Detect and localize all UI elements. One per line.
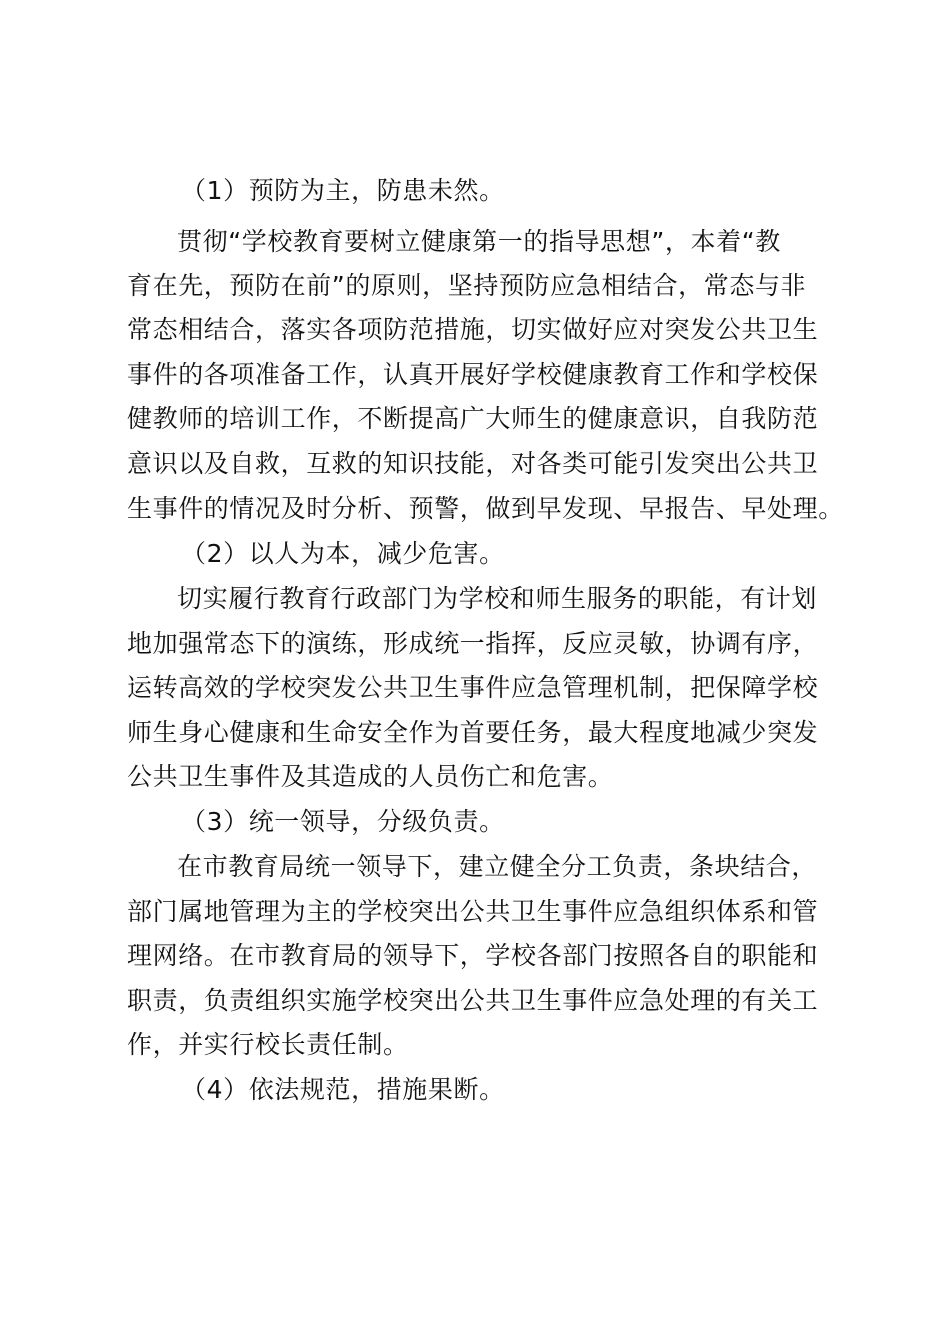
paragraph-3-line-1: 在市教育局统一领导下，建立健全分工负责，条块结合， — [177, 852, 818, 881]
paragraph-2-line-2: 地加强常态下的演练，形成统一指挥，反应灵敏，协调有序， — [127, 629, 819, 658]
section-heading-3: （3）统一领导，分级负责。 — [181, 807, 505, 836]
paragraph-1-line-3: 常态相结合，落实各项防范措施，切实做好应对突发公共卫生 — [127, 315, 819, 344]
section-heading-2: （2）以人为本，减少危害。 — [181, 539, 505, 568]
section-heading-1: （1）预防为主，防患未然。 — [181, 176, 505, 205]
paragraph-3-line-2: 部门属地管理为主的学校突出公共卫生事件应急组织体系和管 — [127, 897, 819, 926]
paragraph-2-line-5: 公共卫生事件及其造成的人员伤亡和危害。 — [127, 762, 614, 791]
paragraph-3-line-4: 职责，负责组织实施学校突出公共卫生事件应急处理的有关工 — [127, 986, 819, 1015]
paragraph-1-line-5: 健教师的培训工作，不断提高广大师生的健康意识，自我防范 — [127, 404, 819, 433]
paragraph-3-line-3: 理网络。在市教育局的领导下，学校各部门按照各自的职能和 — [127, 941, 819, 970]
paragraph-1-line-2: 育在先，预防在前”的原则，坚持预防应急相结合，常态与非 — [127, 271, 807, 300]
paragraph-2-line-3: 运转高效的学校突发公共卫生事件应急管理机制，把保障学校 — [127, 673, 819, 702]
paragraph-2-line-1: 切实履行教育行政部门为学校和师生服务的职能，有计划 — [177, 584, 818, 613]
paragraph-1-line-6: 意识以及自救，互救的知识技能，对各类可能引发突出公共卫 — [127, 449, 819, 478]
paragraph-1-line-4: 事件的各项准备工作，认真开展好学校健康教育工作和学校保 — [127, 360, 819, 389]
paragraph-1-line-1: 贯彻“学校教育要树立健康第一的指导思想”，本着“教 — [177, 227, 781, 256]
paragraph-2-line-4: 师生身心健康和生命安全作为首要任务，最大程度地减少突发 — [127, 718, 819, 747]
section-heading-4: （4）依法规范，措施果断。 — [181, 1075, 505, 1104]
paragraph-3-line-5: 作，并实行校长责任制。 — [127, 1030, 409, 1059]
paragraph-1-line-7: 生事件的情况及时分析、预警，做到早发现、早报告、早处理。 — [127, 494, 844, 523]
